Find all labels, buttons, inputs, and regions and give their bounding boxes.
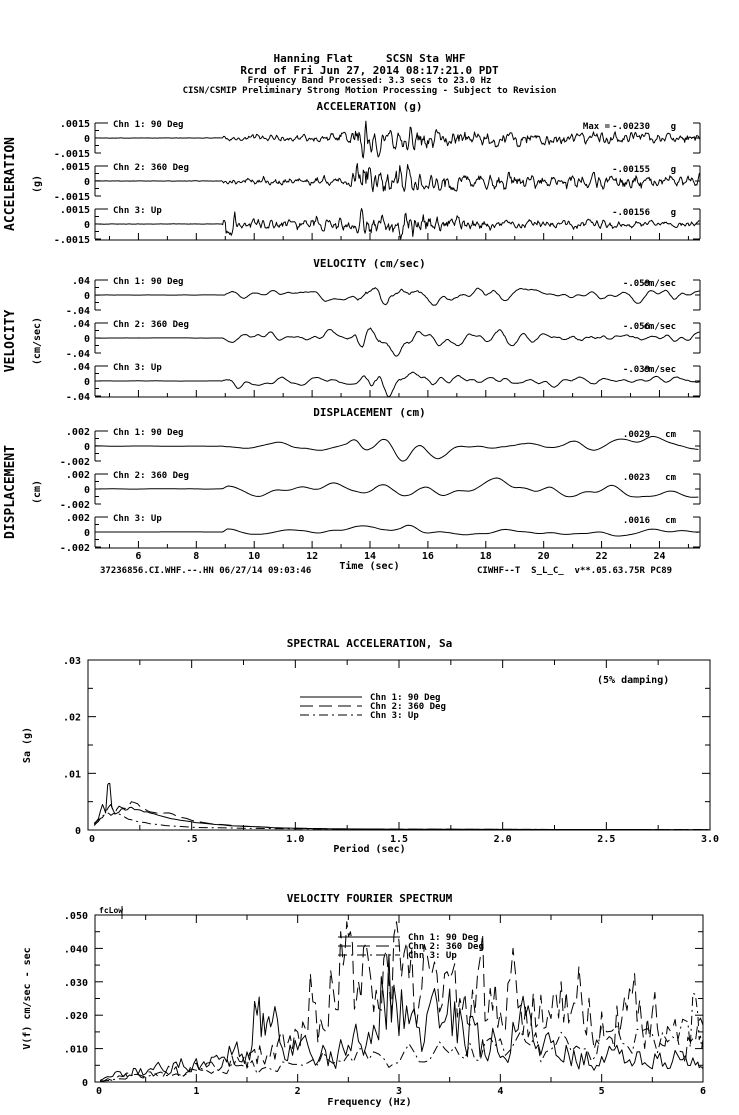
legend-label: Chn 1: 90 Deg (370, 693, 441, 703)
x-tick-label: 5 (598, 1086, 605, 1097)
legend-label: Chn 3: Up (408, 951, 457, 961)
time-axis-tick-label: 12 (306, 551, 319, 562)
y-axis-label: Sa (g) (22, 726, 33, 764)
scale-label-zero: 0 (83, 528, 90, 539)
peak-prefix: Max = (582, 122, 610, 132)
scale-label-bottom: -.04 (65, 392, 90, 403)
channel-label: Chn 1: 90 Deg (113, 277, 184, 287)
scale-label-zero: 0 (83, 485, 90, 496)
peak-value: -.00155 (612, 165, 650, 175)
x-tick-label: 6 (699, 1086, 707, 1097)
scale-label-bottom: -.0015 (53, 192, 90, 203)
peak-value: -.059 (622, 279, 650, 289)
scale-label-zero: 0 (83, 177, 90, 188)
scale-label-zero: 0 (83, 220, 90, 231)
peak-units: cm/sec (643, 322, 676, 332)
y-tick-label: .050 (63, 911, 88, 922)
scale-label-bottom: -.002 (59, 457, 90, 468)
channel-label: Chn 2: 360 Deg (113, 320, 189, 330)
frequency-axis-label: Frequency (Hz) (327, 1097, 412, 1108)
velocity-seismogram (0, 267, 739, 427)
peak-value: .0029 (622, 430, 650, 440)
x-tick-label: 0 (95, 1086, 103, 1097)
damping-annotation: (5% damping) (597, 675, 670, 686)
peak-value: -.056 (622, 322, 650, 332)
time-axis-tick-label: 16 (421, 551, 434, 562)
trace-chn-1-90-deg (95, 288, 699, 306)
legend-label: Chn 2: 360 Deg (370, 702, 446, 712)
displacement-seismogram (0, 418, 739, 578)
legend-label: Chn 2: 360 Deg (408, 942, 484, 952)
peak-value: -.00230 (612, 122, 650, 132)
channel-label: Chn 2: 360 Deg (113, 471, 189, 481)
x-tick-label: 2.0 (493, 834, 512, 845)
peak-units: cm (665, 473, 676, 483)
y-tick-label: 0 (74, 826, 81, 837)
x-tick-label: 1 (193, 1086, 200, 1097)
time-axis-tick-label: 10 (248, 551, 261, 562)
scale-label-top: .04 (71, 362, 90, 373)
group-side-units: (cm) (32, 479, 43, 505)
legend-label: Chn 3: Up (370, 711, 419, 721)
scale-label-zero: 0 (83, 134, 90, 145)
group-side-units: (cm/sec) (32, 316, 43, 366)
scale-label-bottom: -.0015 (53, 235, 90, 246)
x-tick-label: 2 (294, 1086, 301, 1097)
acceleration-seismogram (0, 110, 739, 270)
spectral-acceleration-title: SPECTRAL ACCELERATION, Sa (286, 637, 453, 650)
time-axis-tick-label: 14 (363, 551, 377, 562)
x-tick-label: .5 (185, 834, 198, 845)
scale-label-zero: 0 (83, 291, 90, 302)
peak-units: g (670, 122, 676, 132)
scale-label-top: .04 (71, 319, 90, 330)
velocity-fourier-spectrum-chart (0, 905, 739, 1115)
time-axis-tick-label: 22 (595, 551, 608, 562)
channel-label: Chn 1: 90 Deg (113, 428, 184, 438)
x-tick-label: 1.0 (286, 834, 305, 845)
channel-label: Chn 1: 90 Deg (113, 120, 184, 130)
station-title: Hanning Flat SCSN Sta WHF (273, 52, 466, 65)
time-axis-label: Time (sec) (339, 561, 400, 572)
trace-chn-3-up (95, 525, 698, 536)
group-side-units: (g) (32, 174, 43, 194)
x-tick-label: 3.0 (700, 834, 720, 845)
spectral-acceleration-chart (0, 650, 739, 865)
scale-label-bottom: -.04 (65, 306, 90, 317)
scale-label-top: .04 (71, 276, 90, 287)
peak-units: cm/sec (643, 279, 676, 289)
series-chn-2-360-deg (94, 802, 710, 830)
displacement-title: DISPLACEMENT (cm) (313, 406, 426, 419)
scale-label-bottom: -.002 (59, 543, 90, 554)
frequency-band-note: Frequency Band Processed: 3.3 secs to 23.0 Hz (247, 76, 492, 86)
peak-units: cm/sec (643, 365, 676, 375)
y-tick-label: .030 (63, 977, 88, 989)
y-tick-label: .02 (62, 712, 81, 724)
velocity-title: VELOCITY (cm/sec) (313, 257, 426, 270)
processing-note: CISN/CSMIP Preliminary Strong Motion Processing - Subject to Revision (182, 86, 557, 96)
y-tick-label: .010 (63, 1044, 88, 1056)
peak-value: .0023 (622, 473, 650, 483)
peak-value: -.039 (622, 365, 650, 375)
peak-units: cm (665, 430, 676, 440)
x-tick-label: 1.5 (389, 834, 409, 845)
trace-chn-1-90-deg (95, 437, 698, 462)
x-tick-label: 2.5 (597, 834, 616, 845)
record-id-footer: 37236856.CI.WHF.--.HN 06/27/14 09:03:46 (100, 566, 312, 576)
time-axis-tick-label: 8 (193, 551, 200, 562)
group-side-label: VELOCITY (3, 309, 18, 373)
scale-label-top: .0015 (59, 205, 90, 216)
corner-frequency-label: fcLow (99, 906, 124, 915)
legend-label: Chn 1: 90 Deg (408, 933, 479, 943)
processing-version-footer: CIWHF--T S_L_C_ v**.05.63.75R PC89 (477, 566, 673, 576)
trace-chn-3-up (95, 209, 699, 240)
y-tick-label: 0 (81, 1078, 88, 1089)
peak-value: .0016 (622, 516, 650, 526)
period-axis-label: Period (sec) (333, 844, 406, 855)
y-tick-label: .020 (63, 1011, 88, 1023)
y-tick-label: .040 (63, 944, 88, 956)
y-tick-label: .03 (62, 656, 81, 667)
x-tick-label: 4 (497, 1086, 504, 1097)
scale-label-bottom: -.0015 (53, 149, 90, 160)
y-tick-label: .01 (62, 769, 81, 781)
time-axis-tick-label: 20 (537, 551, 550, 562)
scale-label-zero: 0 (83, 442, 90, 453)
scale-label-top: .0015 (59, 119, 90, 130)
scale-label-bottom: -.002 (59, 500, 90, 511)
record-datetime: Rcrd of Fri Jun 27, 2014 08:17:21.0 PDT (240, 64, 499, 77)
scale-label-zero: 0 (83, 377, 90, 388)
scale-label-top: .002 (65, 427, 90, 438)
channel-label: Chn 2: 360 Deg (113, 163, 189, 173)
scale-label-top: .002 (65, 513, 90, 524)
peak-value: -.00156 (612, 208, 650, 218)
time-axis-tick-label: 18 (479, 551, 492, 562)
trace-chn-3-up (95, 372, 699, 397)
scale-label-bottom: -.04 (65, 349, 90, 360)
x-tick-label: 3 (395, 1086, 403, 1097)
scale-label-zero: 0 (83, 334, 90, 345)
group-side-label: ACCELERATION (3, 137, 18, 231)
peak-units: g (670, 165, 676, 175)
scale-label-top: .0015 (59, 162, 90, 173)
trace-chn-2-360-deg (95, 328, 699, 356)
time-axis-tick-label: 24 (653, 551, 666, 562)
y-axis-label: V(f) cm/sec - sec (22, 947, 33, 1050)
fourier-spectrum-title: VELOCITY FOURIER SPECTRUM (286, 892, 453, 905)
channel-label: Chn 3: Up (113, 514, 162, 524)
group-side-label: DISPLACEMENT (3, 445, 18, 539)
peak-units: cm (665, 516, 676, 526)
channel-label: Chn 3: Up (113, 363, 162, 373)
scale-label-top: .002 (65, 470, 90, 481)
time-axis-tick-label: 6 (135, 551, 142, 562)
peak-units: g (670, 208, 676, 218)
channel-label: Chn 3: Up (113, 206, 162, 216)
x-tick-label: 0 (88, 834, 96, 845)
series-chn-1-90-deg (94, 783, 710, 829)
acceleration-title: ACCELERATION (g) (316, 100, 423, 113)
